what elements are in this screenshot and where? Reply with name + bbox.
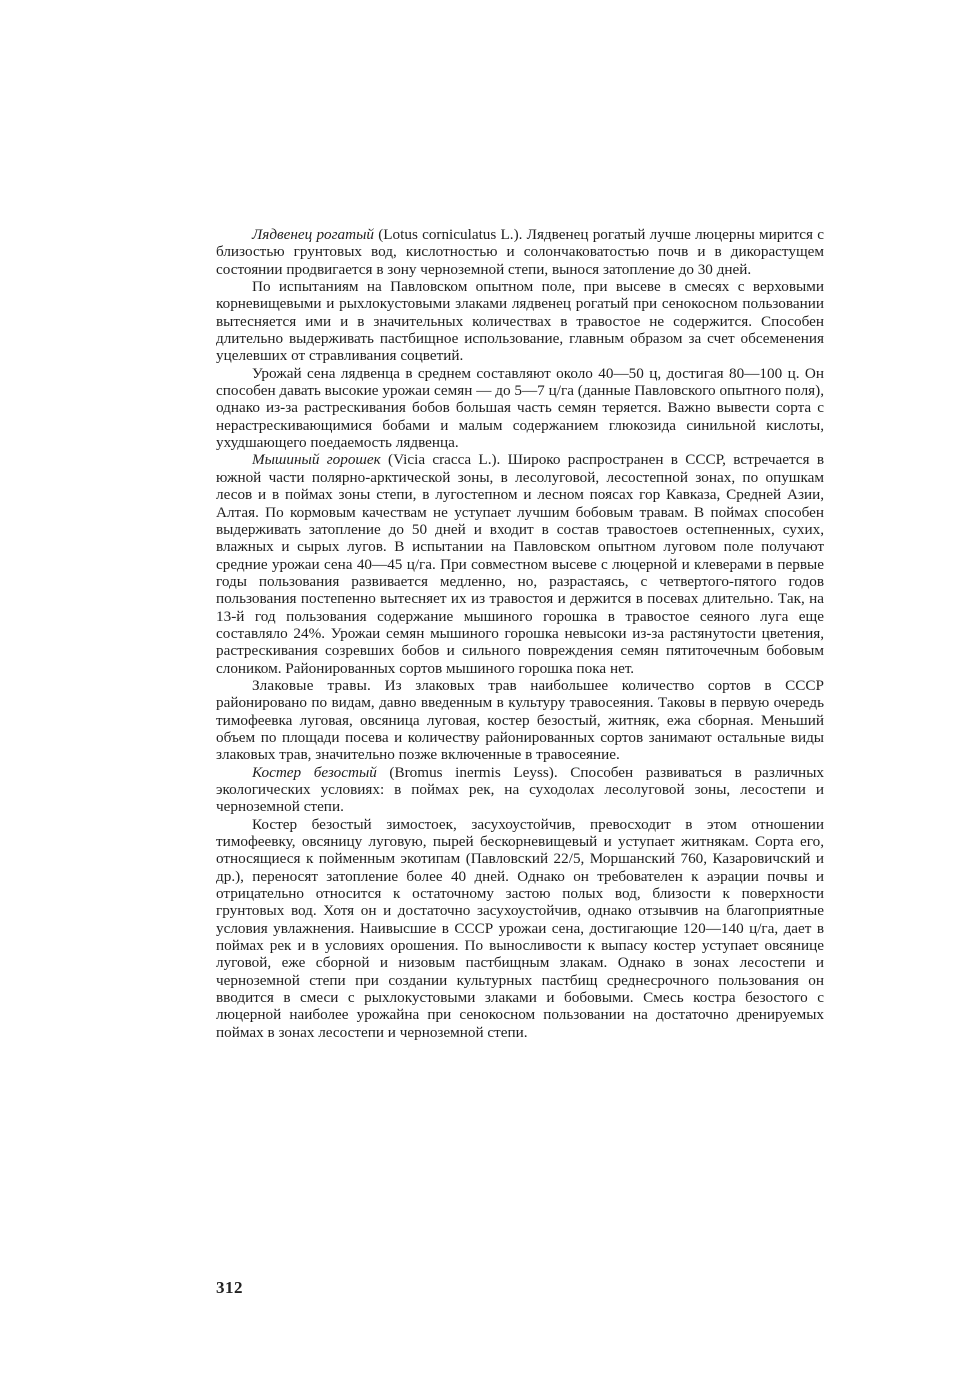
section-heading-grasses: Злаковые травы. — [252, 676, 371, 694]
paragraph-text: Урожай сена лядвенца в среднем составляют около 40—50 ц, достигая 80—100 ц. Он способен давать высокие урожаи семян — до 5—7 ц/га (данные Павловского опытного поля), однако из-за растрескивания бобов большая часть семян теряется. Важно вывести сорта с нерастрескивающимися бобами и малым содержанием глюкозида синильной кислоты, ухудшающего поедаемость лядвенца. — [216, 364, 824, 452]
paragraph-pavlovsk-trials — [216, 278, 824, 365]
species-heading-vicia: Мышиный горошек — [252, 451, 381, 469]
paragraph-text: (Bromus inermis Leyss). Способен развиваться в различных экологических условиях: в поймах рек, на суходолах лесолуговой зоны, лесостепи и черноземной степи. — [216, 763, 824, 816]
species-heading-bromus: Костер безостый — [252, 763, 377, 781]
paragraph-text: По испытаниям на Павловском опытном поле, при высеве в смесях с верховыми корневищевыми и рыхлокустовыми злаками лядвенец рогатый при сенокосном пользовании вытесняется ими и в значительных количествах в травостое не содержится. Способен длительно выдерживать пастбищное использование, главным образом за счет обсеменения уцелевших от стравливания соцветий. — [216, 278, 824, 365]
paragraph-text: (Vicia cracca L.). Широко распространен в СССР, встречается в южной части полярно-арктической зоны, в лесолуговой, лесостепной зонах, по опушкам лесов и в поймах зоны степи, в лугостепном и лесном поясах гор Кавказа, Средней Азии, Алтая. По кормовым качествам не уступает лучшим бобовым травам. В поймах способен выдерживать затопление до 50 дней и входит в состав травостоев остепненных, сухих, влажных и сырых лугов. В испытании на Павловском опытном луговом поле получают средние урожаи сена 40—45 ц/га. При совместном высеве с люцерной и клеверами в первые годы пользования развивается медленно, но, разрастаясь, с четвертого-пятого годов пользования постепенно вытесняет их из травостоя и держится в посевах длительно. Так, на 13-й год пользования содержание мышиного горошка в травостое сеяного луга еще составляло 24%. Урожаи семян мышиного горошка невысоки из-за растянутости цветения, растрескивания созревших бобов и сильного повреждения семян пятиточечным бобовым слоником. Районированных сортов мышиного горошка пока нет. — [216, 451, 824, 677]
body-text — [216, 226, 824, 1041]
paragraph-text: Из злаковых трав наибольшее количество сортов в СССР районировано по видам, давно введенным в культуру травосеяния. Таковы в первую очередь тимофеевка луговая, овсяница луговая, костер безостый, житняк, ежа сборная. Меньший объем по площади посева и количеству районированных сортов занимают остальные виды злаковых трав, значительно позже включенные в травосеяние. — [216, 676, 824, 764]
paragraph-lotus — [216, 226, 824, 278]
paragraph-lotus-yield — [216, 365, 824, 452]
paragraph-vicia — [216, 451, 824, 676]
paragraph-bromus — [216, 764, 824, 816]
species-heading-lotus: Лядвенец рогатый — [252, 226, 374, 243]
paragraph-text: (Lotus corniculatus L.). Лядвенец рогатый лучше люцерны мирится с близостью грунтовых вод, кислотностью и солончаковатостью почв и в дикорастущем состоянии продвигается в зону черноземной степи, вынося затопление до 30 дней. — [216, 226, 824, 278]
page-number: 312 — [216, 1278, 243, 1297]
paragraph-bromus-properties — [216, 816, 824, 1041]
paragraph-grasses — [216, 677, 824, 764]
paragraph-text: Костер безостый зимостоек, засухоустойчив, превосходит в этом отношении тимофеевку, овсяницу луговую, пырей бескорневищевый и уступает житнякам. Сорта его, относящиеся к пойменным экотипам (Павловский 22/5, Моршанский 760, Казаровичский и др.), переносят затопление более 40 дней. Однако он требователен к аэрации почвы и отрицательно относится к остаточному застою полых вод, близости к поверхности грунтовых вод. Хотя он и достаточно засухоустойчив, однако отзывчив на благоприятные условия увлажнения. Наивысшие в СССР урожаи сена, достигающие 120—140 ц/га, дает в поймах рек и в условиях орошения. По выносливости к выпасу костер уступает овсянице луговой, еже сборной и низовым пастбищным злакам. Однако в зонах лесостепи и черноземной степи при создании культурных пастбищ среднесрочного пользования он вводится в смеси с рыхлокустовыми злаками и бобовыми. Смесь костра безостого с люцерной наиболее урожайна при сенокосном пользовании на достаточно дренируемых поймах в зонах лесостепи и черноземной степи. — [216, 815, 824, 1041]
